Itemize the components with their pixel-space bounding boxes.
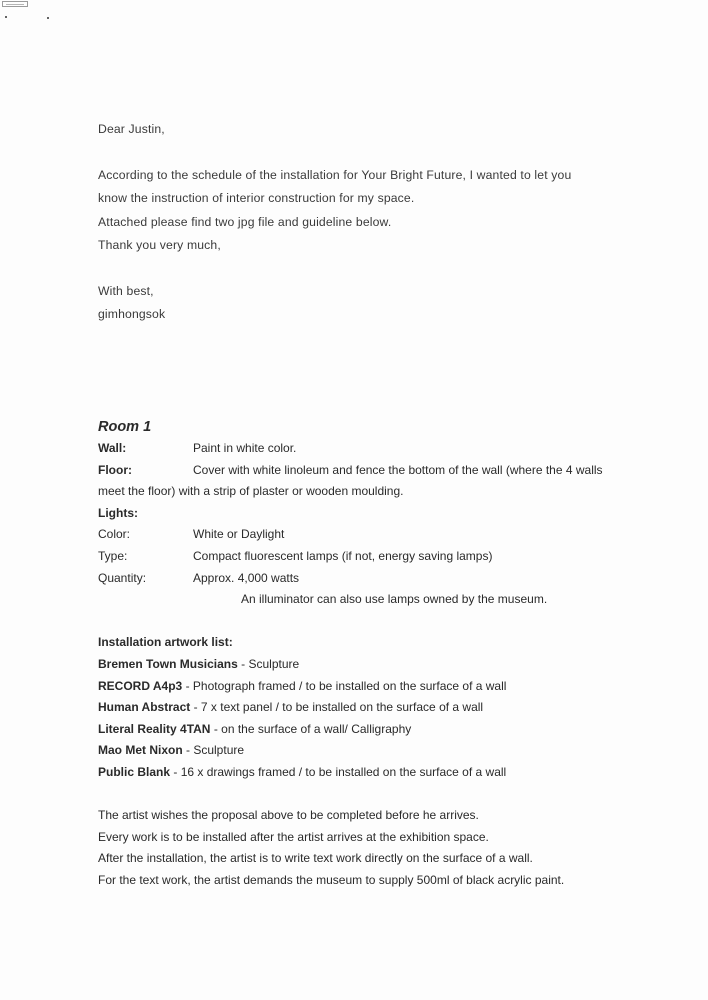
artwork-desc: - Sculpture xyxy=(182,743,245,758)
artwork-item xyxy=(98,762,618,784)
artwork-item xyxy=(98,697,618,719)
floor-continuation: meet the floor) with a strip of plaster or wooden moulding. xyxy=(98,484,404,499)
artwork-desc: - 7 x text panel / to be installed on the surface of a wall xyxy=(190,700,484,715)
body-line: According to the schedule of the installation for Your Bright Future, I wanted to let you xyxy=(98,168,572,183)
color-value: White or Daylight xyxy=(193,527,285,542)
quantity-value: Approx. 4,000 watts xyxy=(193,570,300,585)
artwork-item xyxy=(98,740,618,762)
artwork-desc: - Sculpture xyxy=(237,656,300,671)
room-spec-section xyxy=(98,416,618,891)
artwork-item xyxy=(98,654,618,676)
note-line: After the installation, the artist is to write text work directly on the surface of a wall. xyxy=(98,851,533,866)
type-label: Type: xyxy=(98,548,128,563)
note-line: Every work is to be installed after the artist arrives at the exhibition space. xyxy=(98,829,489,844)
room-title: Room 1 xyxy=(98,419,152,435)
lights-color-row xyxy=(98,524,618,546)
floor-label: Floor: xyxy=(98,462,132,477)
body-line: Thank you very much, xyxy=(98,237,221,252)
wall-value: Paint in white color. xyxy=(193,441,297,455)
lights-row xyxy=(98,503,618,525)
lights-note: An illuminator can also use lamps owned by the museum. xyxy=(241,592,548,607)
wall-label: Wall: xyxy=(98,441,127,455)
note-line: For the text work, the artist demands the museum to supply 500ml of black acrylic paint. xyxy=(98,872,565,887)
artwork-desc: - Photograph framed / to be installed on the surface of a wall xyxy=(182,678,507,693)
floor-row xyxy=(98,460,618,482)
lights-type-row xyxy=(98,546,618,568)
artwork-name: Literal Reality 4TAN xyxy=(98,721,211,736)
scan-stamp-mark xyxy=(2,1,28,7)
lights-quantity-row xyxy=(98,568,618,590)
artwork-name: Bremen Town Musicians xyxy=(98,656,238,671)
artwork-name: Mao Met Nixon xyxy=(98,743,183,758)
artwork-item xyxy=(98,719,618,741)
wall-row xyxy=(98,438,618,460)
type-value: Compact fluorescent lamps (if not, energy saving lamps) xyxy=(193,548,493,563)
artwork-desc: - 16 x drawings framed / to be installed on the surface of a wall xyxy=(170,764,507,779)
body-line: know the instruction of interior construction for my space. xyxy=(98,191,415,206)
signature: gimhongsok xyxy=(98,307,166,322)
quantity-label: Quantity: xyxy=(98,570,147,585)
scan-speck xyxy=(5,16,7,18)
floor-value: Cover with white linoleum and fence the bottom of the wall (where the 4 walls xyxy=(193,462,603,477)
closing: With best, xyxy=(98,284,154,299)
letter-block xyxy=(98,118,618,326)
note-line: The artist wishes the proposal above to be completed before he arrives. xyxy=(98,808,479,823)
artwork-desc: - on the surface of a wall/ Calligraphy xyxy=(210,721,412,736)
greeting: Dear Justin, xyxy=(98,122,165,136)
color-label: Color: xyxy=(98,527,131,542)
artwork-item xyxy=(98,676,618,698)
body-line: Attached please find two jpg file and guideline below. xyxy=(98,214,392,229)
lights-label: Lights: xyxy=(98,505,138,520)
scan-speck xyxy=(47,17,49,19)
artwork-name: RECORD A4p3 xyxy=(98,678,183,693)
artwork-name: Human Abstract xyxy=(98,700,191,715)
artwork-name: Public Blank xyxy=(98,764,171,779)
artwork-list-heading: Installation artwork list: xyxy=(98,635,233,650)
